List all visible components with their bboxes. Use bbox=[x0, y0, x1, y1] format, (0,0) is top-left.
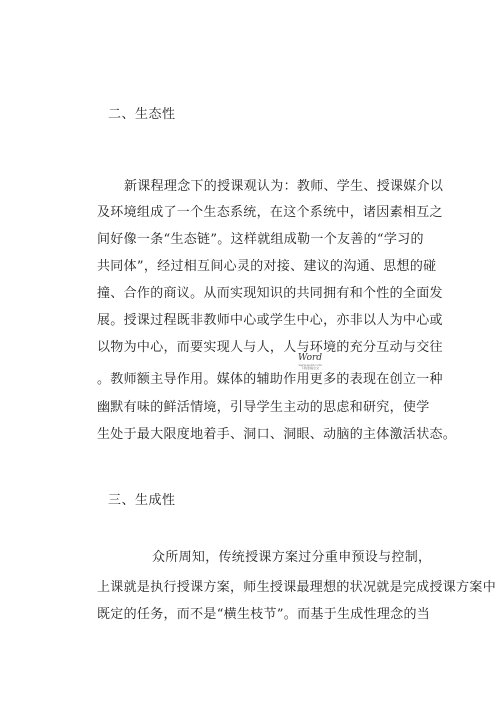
paragraph-line: 新课程理念下的授课观认为：教师、学生、授课媒介以 bbox=[124, 179, 444, 194]
paragraph-line: 以物为中心，而要实现人与人，人与环境的充分互动与交往 bbox=[97, 340, 443, 355]
paragraph-line: 幽默有味的鲜活情境，引导学生主动的思虑和研究，使学 bbox=[97, 400, 430, 415]
paragraph-line: 生处于最大限度地着手、洞口、洞眼、动脑的主体激活状态。 bbox=[97, 427, 457, 442]
paragraph-line: 。教师额主导作用。媒体的辅助作用更多的表现在创立一种 bbox=[97, 372, 443, 387]
paragraph-line: 既定的任务，而不是“横生枝节”。而基于生成性理念的当 bbox=[97, 607, 431, 622]
paragraph-line: 间好像一条“生态链”。这样就组成勒一个友善的“学习的 bbox=[97, 232, 424, 247]
section-heading-generativity: 三、生成性 bbox=[108, 493, 176, 508]
watermark-logo bbox=[288, 354, 332, 370]
watermark-logo-caption: 下载原稿全文 bbox=[300, 366, 319, 370]
watermark-logo-text: Word bbox=[297, 353, 323, 363]
paragraph-line: 撞、合作的商议。从而实现知识的共同拥有和个性的全面发 bbox=[97, 286, 443, 301]
paragraph-line: 众所周知，传统授课方案过分重申预设与控制， bbox=[152, 550, 432, 565]
section-heading-ecology: 二、生态性 bbox=[108, 107, 176, 122]
paragraph-line: 共同体”，经过相互间心灵的对接、建议的沟通、思想的碰 bbox=[97, 259, 437, 274]
paragraph-line: 展。授课过程既非教师中心或学生中心，亦非以人为中心或 bbox=[97, 313, 443, 328]
watermark-logo-url: www.word.com bbox=[298, 363, 322, 367]
paragraph-line: 上课就是执行授课方案，师生授课最理想的状况就是完成授课方案中 bbox=[97, 580, 497, 595]
paragraph-line: 及环境组成了一个生态系统，在这个系统中，诸因素相互之 bbox=[97, 205, 443, 220]
